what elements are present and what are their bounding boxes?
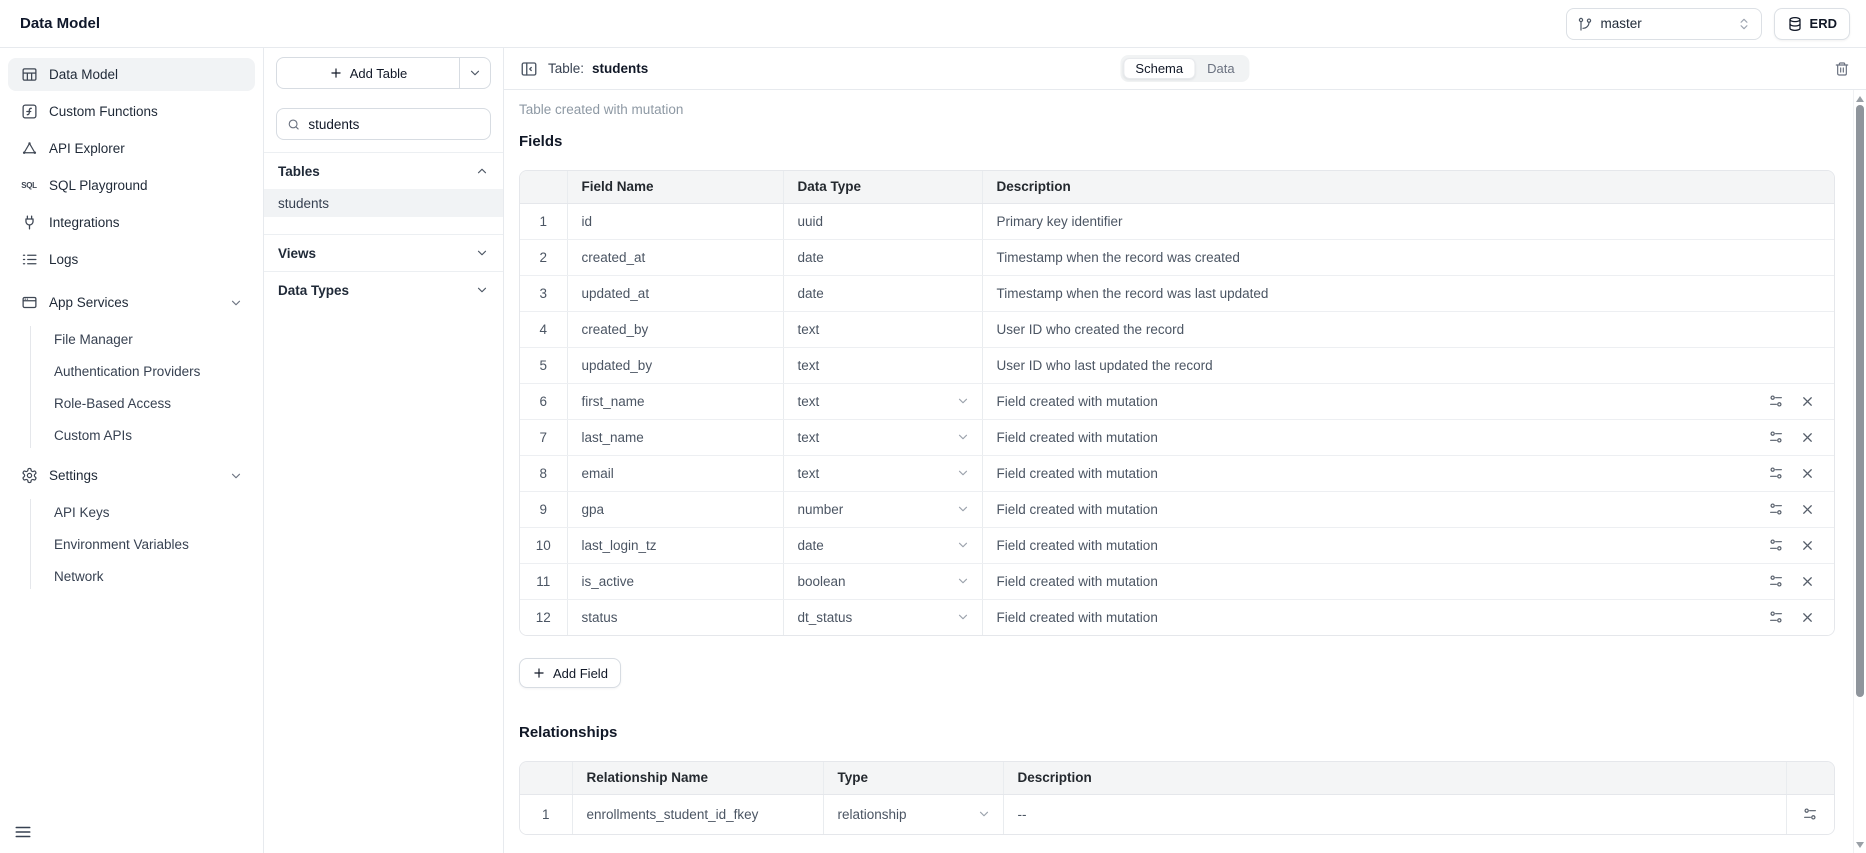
row-actions bbox=[1749, 383, 1834, 419]
field-name-cell: created_at bbox=[567, 239, 783, 275]
chevron-down-icon bbox=[475, 246, 489, 260]
field-settings-icon bbox=[1768, 537, 1784, 553]
row-actions bbox=[1749, 455, 1834, 491]
row-actions bbox=[1786, 794, 1834, 834]
row-number: 9 bbox=[520, 491, 567, 527]
data-type-select[interactable]: date bbox=[783, 527, 982, 563]
chevron-down-icon bbox=[956, 466, 970, 480]
chevron-down-icon bbox=[956, 430, 970, 444]
field-row bbox=[520, 455, 1834, 491]
sidebar-item-network[interactable] bbox=[8, 560, 255, 592]
field-row bbox=[520, 527, 1834, 563]
table-header-bar bbox=[504, 48, 1866, 90]
plus-icon bbox=[532, 666, 546, 680]
description-cell: Timestamp when the record was last updated bbox=[982, 275, 1749, 311]
description-cell: User ID who last updated the record bbox=[982, 347, 1749, 383]
row-number: 1 bbox=[520, 203, 567, 239]
sidebar-item-role-based-access[interactable] bbox=[8, 387, 255, 419]
field-name-cell: email bbox=[567, 455, 783, 491]
sidebar-item-environment-variables[interactable] bbox=[8, 528, 255, 560]
fields-table-header bbox=[520, 171, 1834, 203]
remove-field-button[interactable] bbox=[1798, 536, 1817, 555]
field-settings-icon bbox=[1802, 806, 1818, 822]
row-actions bbox=[1749, 491, 1834, 527]
logs-icon bbox=[20, 251, 38, 269]
field-name-cell: last_login_tz bbox=[567, 527, 783, 563]
relationship-name-cell: enrollments_student_id_fkey bbox=[572, 794, 823, 834]
field-row bbox=[520, 563, 1834, 599]
chevron-down-icon bbox=[468, 66, 482, 80]
chevron-down-icon bbox=[956, 394, 970, 408]
field-settings-icon bbox=[1768, 393, 1784, 409]
field-row bbox=[520, 239, 1834, 275]
scroll-up-arrow[interactable] bbox=[1856, 96, 1864, 102]
remove-field-button[interactable] bbox=[1798, 428, 1817, 447]
table-label: Table: bbox=[548, 61, 585, 76]
remove-icon bbox=[1800, 610, 1815, 625]
row-number: 1 bbox=[520, 794, 572, 834]
views-section-header[interactable] bbox=[264, 235, 503, 271]
sidebar-item-label: Authentication Providers bbox=[54, 363, 201, 379]
description-cell: -- bbox=[1003, 794, 1786, 834]
row-actions bbox=[1749, 203, 1834, 239]
field-settings-icon bbox=[1768, 609, 1784, 625]
relationships-table bbox=[519, 761, 1835, 835]
remove-icon bbox=[1800, 430, 1815, 445]
sidebar-group-label: App Services bbox=[49, 295, 129, 310]
chevron-up-icon bbox=[475, 164, 489, 178]
field-row bbox=[520, 419, 1834, 455]
database-icon bbox=[1787, 16, 1803, 32]
sidebar-item-label: Environment Variables bbox=[54, 536, 189, 552]
data-type-cell: text bbox=[783, 311, 982, 347]
field-settings-icon bbox=[1768, 429, 1784, 445]
gear-icon bbox=[20, 467, 38, 485]
sidebar-item-authentication-providers[interactable] bbox=[8, 355, 255, 387]
description-column-header: Description bbox=[982, 171, 1749, 203]
sidebar bbox=[0, 48, 264, 853]
field-row bbox=[520, 275, 1834, 311]
chevron-down-icon bbox=[229, 469, 243, 483]
sidebar-item-data-model[interactable] bbox=[8, 58, 255, 91]
section-label: Views bbox=[278, 245, 317, 261]
row-number: 8 bbox=[520, 455, 567, 491]
function-icon bbox=[20, 103, 38, 121]
relationships-table-body bbox=[520, 794, 1834, 834]
collapse-panel-button[interactable] bbox=[520, 60, 538, 78]
remove-icon bbox=[1800, 538, 1815, 553]
scrollbar-thumb[interactable] bbox=[1856, 105, 1864, 697]
row-number: 12 bbox=[520, 599, 567, 635]
sidebar-item-sql-playground[interactable] bbox=[8, 169, 255, 202]
description-cell: Field created with mutation bbox=[982, 383, 1749, 419]
relationship-row bbox=[520, 794, 1834, 834]
plus-icon bbox=[329, 66, 343, 80]
sidebar-item-api-explorer[interactable] bbox=[8, 132, 255, 165]
row-actions bbox=[1749, 239, 1834, 275]
field-settings-icon bbox=[1768, 501, 1784, 517]
data-types-section bbox=[264, 271, 503, 308]
data-type-cell: uuid bbox=[783, 203, 982, 239]
field-name-column-header: Field Name bbox=[567, 171, 783, 203]
add-field-label: Add Field bbox=[553, 665, 608, 681]
sidebar-item-label: Logs bbox=[49, 252, 79, 267]
menu-icon bbox=[14, 823, 32, 841]
relationships-table-header bbox=[520, 762, 1834, 794]
views-section bbox=[264, 234, 503, 271]
row-number: 2 bbox=[520, 239, 567, 275]
row-actions bbox=[1749, 419, 1834, 455]
field-row bbox=[520, 599, 1834, 635]
field-settings-button[interactable] bbox=[1766, 571, 1786, 591]
remove-icon bbox=[1800, 502, 1815, 517]
description-cell: Primary key identifier bbox=[982, 203, 1749, 239]
remove-icon bbox=[1800, 574, 1815, 589]
erd-button[interactable] bbox=[1774, 8, 1850, 40]
data-type-select[interactable]: boolean bbox=[783, 563, 982, 599]
sidebar-item-label: Custom APIs bbox=[54, 427, 133, 443]
app-window-icon bbox=[20, 294, 38, 312]
section-label: Data Types bbox=[278, 282, 350, 298]
tab-schema[interactable]: Schema bbox=[1123, 58, 1195, 79]
chevron-down-icon bbox=[956, 538, 970, 552]
data-type-select[interactable]: text bbox=[783, 455, 982, 491]
description-cell: Timestamp when the record was created bbox=[982, 239, 1749, 275]
add-field-button[interactable] bbox=[519, 658, 621, 688]
field-settings-icon bbox=[1768, 573, 1784, 589]
settings-children bbox=[8, 496, 255, 592]
data-types-section-header[interactable] bbox=[264, 272, 503, 308]
sidebar-item-custom-functions[interactable] bbox=[8, 95, 255, 128]
chevron-down-icon bbox=[956, 574, 970, 588]
row-actions bbox=[1749, 563, 1834, 599]
field-name-cell: id bbox=[567, 203, 783, 239]
chevron-down-icon bbox=[956, 610, 970, 624]
sidebar-item-label: Integrations bbox=[49, 215, 120, 230]
description-cell: Field created with mutation bbox=[982, 563, 1749, 599]
sidebar-item-logs[interactable] bbox=[8, 243, 255, 276]
collapse-sidebar-button[interactable] bbox=[14, 823, 32, 841]
description-cell: User ID who created the record bbox=[982, 311, 1749, 347]
relationships-heading: Relationships bbox=[519, 724, 618, 741]
fields-heading: Fields bbox=[519, 133, 563, 150]
description-column-header: Description bbox=[1003, 762, 1786, 794]
remove-field-button[interactable] bbox=[1798, 572, 1817, 591]
chevron-down-icon bbox=[229, 296, 243, 310]
field-name-cell: first_name bbox=[567, 383, 783, 419]
field-name-cell: updated_at bbox=[567, 275, 783, 311]
field-row bbox=[520, 347, 1834, 383]
sidebar-item-label: SQL Playground bbox=[49, 178, 148, 193]
panel-left-icon bbox=[520, 60, 538, 78]
sidebar-item-custom-apis[interactable] bbox=[8, 419, 255, 451]
field-name-cell: created_by bbox=[567, 311, 783, 347]
sidebar-group-label: Settings bbox=[49, 468, 98, 483]
description-cell: Field created with mutation bbox=[982, 455, 1749, 491]
row-number: 7 bbox=[520, 419, 567, 455]
schema-data-tabs bbox=[1120, 55, 1249, 82]
field-name-cell: updated_by bbox=[567, 347, 783, 383]
index-column-header bbox=[520, 171, 567, 203]
scroll-down-arrow[interactable] bbox=[1856, 842, 1864, 848]
remove-icon bbox=[1800, 394, 1815, 409]
row-number: 6 bbox=[520, 383, 567, 419]
field-settings-button[interactable] bbox=[1766, 499, 1786, 519]
field-name-cell: is_active bbox=[567, 563, 783, 599]
plug-icon bbox=[20, 214, 38, 232]
app-services-children bbox=[8, 323, 255, 451]
field-row bbox=[520, 311, 1834, 347]
chevron-down-icon bbox=[977, 807, 991, 821]
chevron-down-icon bbox=[956, 502, 970, 516]
data-type-select[interactable]: number bbox=[783, 491, 982, 527]
description-cell: Field created with mutation bbox=[982, 419, 1749, 455]
erd-label: ERD bbox=[1809, 16, 1837, 31]
sidebar-item-label: Network bbox=[54, 568, 104, 584]
data-type-select[interactable]: text bbox=[783, 383, 982, 419]
table-search bbox=[276, 108, 491, 140]
row-number: 11 bbox=[520, 563, 567, 599]
remove-field-button[interactable] bbox=[1798, 608, 1817, 627]
row-actions bbox=[1749, 311, 1834, 347]
data-type-cell: date bbox=[783, 275, 982, 311]
chevrons-up-down-icon bbox=[1737, 17, 1751, 31]
tree-item-students[interactable] bbox=[264, 189, 503, 217]
remove-field-button[interactable] bbox=[1798, 392, 1817, 411]
data-type-select[interactable]: dt_status bbox=[783, 599, 982, 635]
description-cell: Field created with mutation bbox=[982, 491, 1749, 527]
field-settings-button[interactable] bbox=[1766, 463, 1786, 483]
vertical-scrollbar[interactable] bbox=[1853, 90, 1866, 853]
row-number: 10 bbox=[520, 527, 567, 563]
branch-selector[interactable] bbox=[1566, 8, 1762, 40]
relationship-settings-button[interactable] bbox=[1800, 804, 1820, 824]
fields-table-body bbox=[520, 203, 1834, 635]
delete-table-button[interactable] bbox=[1834, 61, 1850, 77]
search-icon bbox=[287, 117, 300, 132]
table-name: students bbox=[592, 61, 649, 76]
data-type-cell: text bbox=[783, 347, 982, 383]
api-icon bbox=[20, 140, 38, 158]
add-table-menu-button[interactable] bbox=[460, 58, 490, 88]
sidebar-item-label: API Keys bbox=[54, 504, 110, 520]
remove-field-button[interactable] bbox=[1798, 464, 1817, 483]
actions-column-header bbox=[1749, 171, 1834, 203]
row-actions bbox=[1749, 347, 1834, 383]
sidebar-group-app-services[interactable] bbox=[8, 286, 255, 319]
field-row bbox=[520, 491, 1834, 527]
index-column-header bbox=[520, 762, 572, 794]
field-settings-button[interactable] bbox=[1766, 535, 1786, 555]
field-name-cell: last_name bbox=[567, 419, 783, 455]
field-name-cell: status bbox=[567, 599, 783, 635]
row-actions bbox=[1749, 275, 1834, 311]
sidebar-group-settings[interactable] bbox=[8, 459, 255, 492]
remove-field-button[interactable] bbox=[1798, 500, 1817, 519]
field-settings-button[interactable] bbox=[1766, 427, 1786, 447]
sidebar-item-api-keys[interactable] bbox=[8, 496, 255, 528]
row-number: 5 bbox=[520, 347, 567, 383]
sidebar-item-label: Custom Functions bbox=[49, 104, 158, 119]
page-title: Data Model bbox=[20, 15, 101, 32]
add-table-split-button bbox=[276, 57, 491, 89]
table-name-label: students bbox=[278, 195, 330, 211]
chevron-down-icon bbox=[475, 283, 489, 297]
git-branch-icon bbox=[1577, 16, 1593, 32]
row-number: 4 bbox=[520, 311, 567, 347]
data-type-select[interactable]: relationship bbox=[823, 794, 1003, 834]
sidebar-item-label: Role-Based Access bbox=[54, 395, 172, 411]
field-settings-button[interactable] bbox=[1766, 391, 1786, 411]
field-row bbox=[520, 203, 1834, 239]
description-cell: Field created with mutation bbox=[982, 527, 1749, 563]
sidebar-item-integrations[interactable] bbox=[8, 206, 255, 239]
data-type-column-header: Data Type bbox=[783, 171, 982, 203]
table-description: Table created with mutation bbox=[519, 102, 684, 117]
row-actions bbox=[1749, 527, 1834, 563]
table-explorer-panel bbox=[264, 48, 504, 853]
remove-icon bbox=[1800, 466, 1815, 481]
search-input[interactable] bbox=[308, 117, 480, 132]
branch-name: master bbox=[1600, 16, 1642, 31]
actions-column-header bbox=[1786, 762, 1834, 794]
topbar bbox=[0, 0, 1866, 48]
main-content bbox=[504, 48, 1866, 853]
data-type-cell: date bbox=[783, 239, 982, 275]
add-table-button[interactable] bbox=[277, 58, 460, 88]
field-settings-icon bbox=[1768, 465, 1784, 481]
row-number: 3 bbox=[520, 275, 567, 311]
type-column-header: Type bbox=[823, 762, 1003, 794]
sidebar-item-file-manager[interactable] bbox=[8, 323, 255, 355]
tables-section bbox=[264, 152, 503, 234]
field-name-cell: gpa bbox=[567, 491, 783, 527]
data-type-select[interactable]: text bbox=[783, 419, 982, 455]
sidebar-item-label: API Explorer bbox=[49, 141, 125, 156]
tab-data[interactable]: Data bbox=[1195, 58, 1246, 79]
field-settings-button[interactable] bbox=[1766, 607, 1786, 627]
row-actions bbox=[1749, 599, 1834, 635]
sidebar-item-label: File Manager bbox=[54, 331, 133, 347]
table-schema-panel bbox=[504, 90, 1853, 853]
description-cell: Field created with mutation bbox=[982, 599, 1749, 635]
relationship-name-column-header: Relationship Name bbox=[572, 762, 823, 794]
section-label: Tables bbox=[278, 163, 320, 179]
fields-table bbox=[519, 170, 1835, 636]
sql-icon: SQL bbox=[21, 181, 37, 190]
trash-icon bbox=[1834, 61, 1850, 77]
add-table-label: Add Table bbox=[349, 65, 408, 81]
table-icon bbox=[20, 66, 38, 84]
sidebar-item-label: Data Model bbox=[49, 67, 119, 82]
field-row bbox=[520, 383, 1834, 419]
tables-section-header[interactable] bbox=[264, 153, 503, 189]
